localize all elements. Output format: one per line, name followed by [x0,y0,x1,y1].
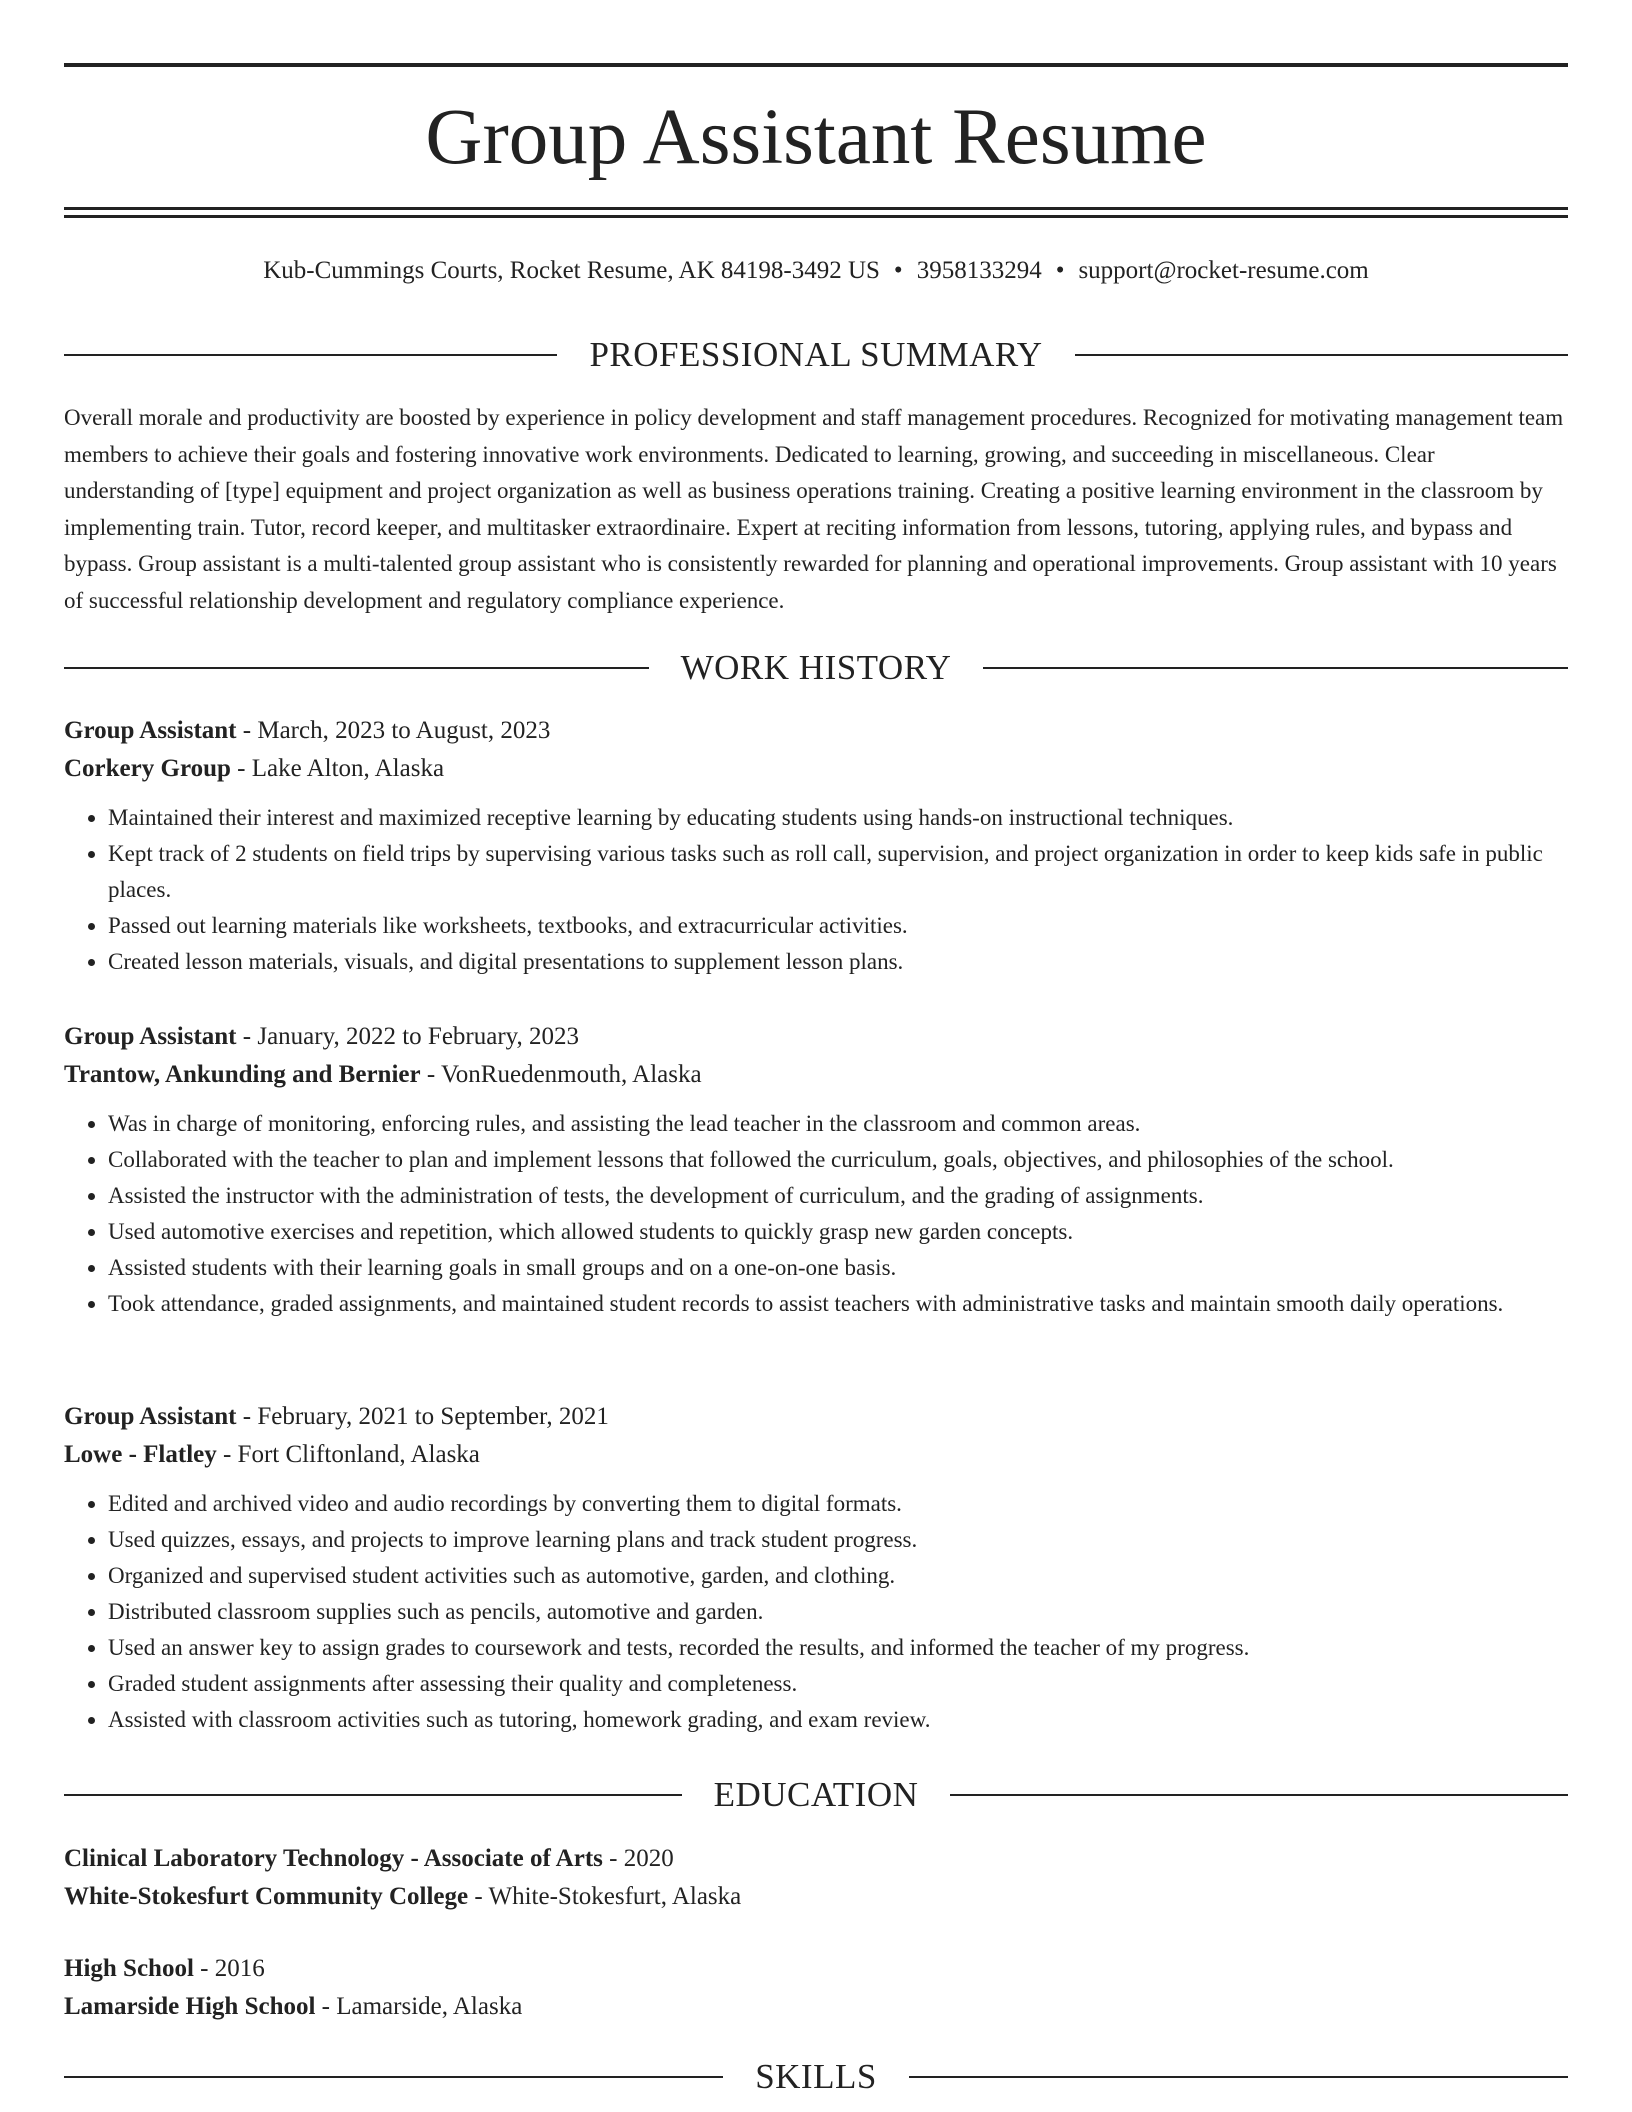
divider [64,354,557,356]
job-company-line [64,750,1568,788]
list-item: • Graded student assignments after assessing their quality and completeness. [108,1666,1568,1702]
section-title: PROFESSIONAL SUMMARY [589,335,1043,374]
education-year: - 2016 [193,1955,265,1982]
divider [909,2076,1568,2078]
education-location: - Lamarside, Alaska [315,1993,523,2020]
education-entry [64,1950,1568,2026]
education-degree-line [64,1950,1568,1988]
contact-address: Kub-Cummings Courts, Rocket Resume, AK 84198-3492 US [263,257,880,284]
job-bullets [64,800,1568,980]
list-item: • Was in charge of monitoring, enforcing rules, and assisting the lead teacher in the classroom and common areas. [108,1106,1568,1142]
education-degree: Clinical Laboratory Technology - Associate of Arts [64,1845,603,1872]
list-item: • Assisted with classroom activities such as tutoring, homework grading, and exam review. [108,1702,1568,1738]
education-degree-line [64,1840,1568,1878]
education-school: White-Stokesfurt Community College [64,1883,469,1910]
job-entry [64,712,1568,980]
section-title: EDUCATION [713,1775,919,1814]
divider [1075,354,1568,356]
list-item: • Collaborated with the teacher to plan and implement lessons that followed the curriculum, goals, objectives, and philosophies of the school. [108,1142,1568,1178]
education-school: Lamarside High School [64,1993,316,2020]
job-bullets [64,1106,1568,1322]
education-school-line [64,1988,1568,2026]
job-dates: - January, 2022 to February, 2023 [236,1023,580,1050]
list-item: • Created lesson materials, visuals, and digital presentations to supplement lesson plans. [108,944,1568,980]
job-company: Lowe - Flatley [64,1441,217,1468]
contact-phone: 3958133294 [916,257,1042,284]
divider [983,667,1568,669]
contact-separator: • [893,257,903,284]
section-header-work [64,648,1568,688]
contact-separator: • [1055,257,1065,284]
list-item: • Assisted students with their learning goals in small groups and on a one-on-one basis. [108,1250,1568,1286]
job-company: Trantow, Ankunding and Bernier [64,1061,421,1088]
job-bullets [64,1486,1568,1738]
job-title: Group Assistant [64,1023,237,1050]
education-location: - White-Stokesfurt, Alaska [468,1883,742,1910]
job-company: Corkery Group [64,755,231,782]
list-item: • Passed out learning materials like worksheets, textbooks, and extracurricular activities. [108,908,1568,944]
job-title-line [64,1018,1568,1056]
list-item: • Took attendance, graded assignments, and maintained student records to assist teachers with administrative tasks and maintain smooth daily operations. [108,1286,1568,1322]
job-location: - Fort Cliftonland, Alaska [216,1441,480,1468]
job-entry [64,1018,1568,1322]
resume-title: Group Assistant Resume [425,94,1207,181]
divider [64,1794,682,1796]
job-entry [64,1398,1568,1738]
list-item: • Edited and archived video and audio recordings by converting them to digital formats. [108,1486,1568,1522]
list-item: • Maintained their interest and maximized receptive learning by educating students using hands-on instructional techniques. [108,800,1568,836]
job-title-line [64,712,1568,750]
contact-line [64,254,1568,288]
contact-email: support@rocket-resume.com [1078,257,1369,284]
job-dates: - February, 2021 to September, 2021 [236,1403,609,1430]
list-item: • Kept track of 2 students on field trips by supervising various tasks such as roll call, supervision, and project organization in order to keep kids safe in public places. [108,836,1568,908]
section-title: SKILLS [755,2057,877,2096]
list-item: • Assisted the instructor with the administration of tests, the development of curriculum, and the grading of assignments. [108,1178,1568,1214]
education-school-line [64,1878,1568,1916]
title-rule-lower [64,215,1568,218]
job-title-line [64,1398,1568,1436]
section-header-summary [64,335,1568,375]
top-rule [64,63,1568,67]
education-entry [64,1840,1568,1916]
list-item: • Organized and supervised student activities such as automotive, garden, and clothing. [108,1558,1568,1594]
list-item: • Distributed classroom supplies such as pencils, automotive and garden. [108,1594,1568,1630]
title-rule-upper [64,207,1568,210]
education-year: - 2020 [602,1845,674,1872]
divider [950,1794,1568,1796]
job-company-line [64,1056,1568,1094]
section-header-skills [64,2057,1568,2097]
list-item: • Used an answer key to assign grades to coursework and tests, recorded the results, and informed the teacher of my progress. [108,1630,1568,1666]
job-location: - Lake Alton, Alaska [230,755,445,782]
list-item: • Used quizzes, essays, and projects to improve learning plans and track student progress. [108,1522,1568,1558]
job-company-line [64,1436,1568,1474]
job-title: Group Assistant [64,1403,237,1430]
section-header-education [64,1775,1568,1815]
summary-text: Overall morale and productivity are boosted by experience in policy development and staff management procedures. Recognized for motivating management team members to achieve their goals and fostering innovative work environments. Dedicated to learning, growing, and succeeding in miscellaneous. Clear understanding of [type] equipment and project organization as well as business operations training. Creating a positive learning environment in the classroom by implementing train. Tutor, record keeper, and multitasker extraordinaire. Expert at reciting information from lessons, tutoring, applying rules, and bypass and bypass. Group assistant is a multi-talented group assistant who is consistently rewarded for planning and operational improvements. Group assistant with 10 years of successful relationship development and regulatory compliance experience. [64,405,1564,613]
job-location: - VonRuedenmouth, Alaska [420,1061,702,1088]
job-title: Group Assistant [64,717,237,744]
divider [64,667,649,669]
section-title: WORK HISTORY [680,648,952,687]
job-dates: - March, 2023 to August, 2023 [236,717,551,744]
list-item: • Used automotive exercises and repetition, which allowed students to quickly grasp new garden concepts. [108,1214,1568,1250]
education-degree: High School [64,1955,194,1982]
divider [64,2076,723,2078]
